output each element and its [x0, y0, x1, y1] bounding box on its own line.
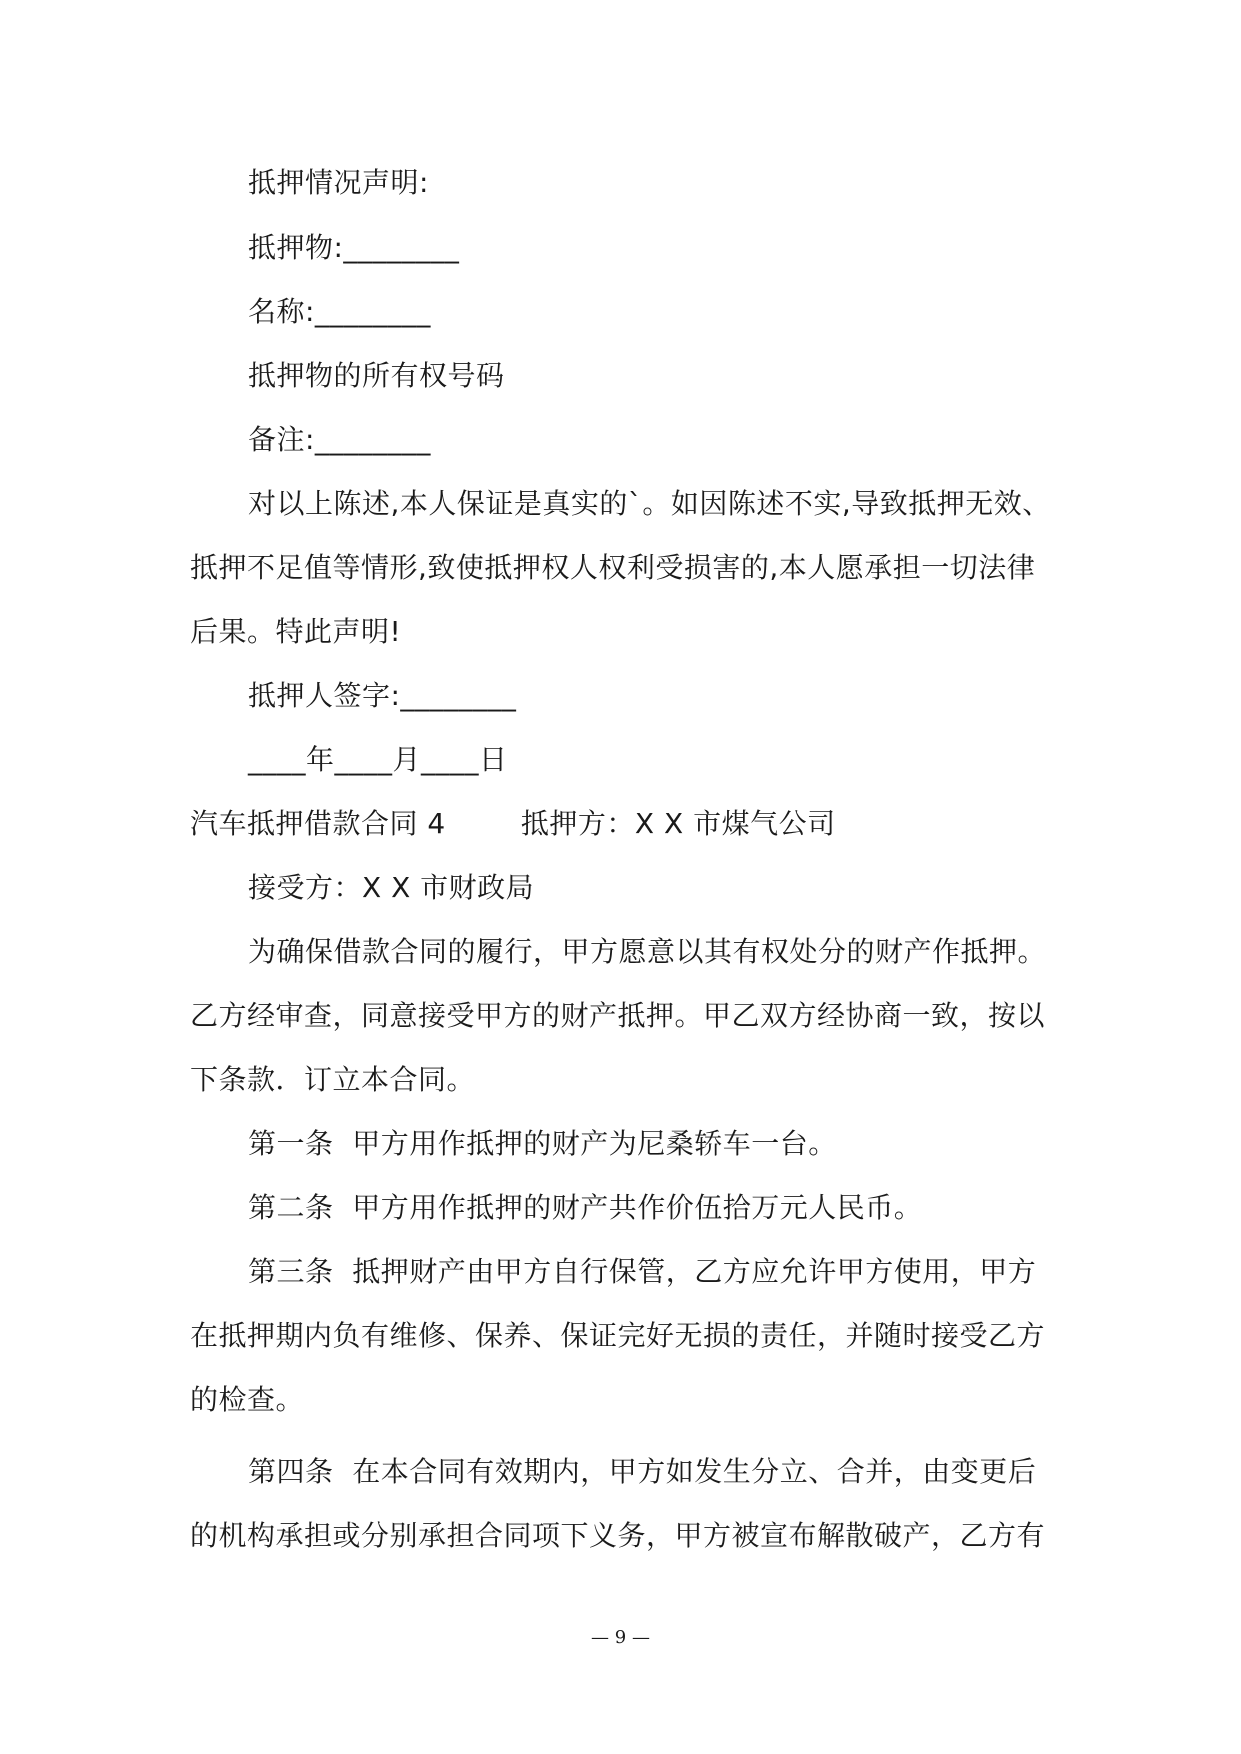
preamble-line-3: 下条款．订立本合同。 [190, 1063, 476, 1096]
receiving-party-line: 接受方：X X 市财政局 [248, 871, 535, 904]
mortgage-statement-heading: 抵押情况声明: [248, 166, 429, 199]
ownership-number-label: 抵押物的所有权号码 [248, 359, 505, 392]
preamble-line-1: 为确保借款合同的履行，甲方愿意以其有权处分的财产作抵押。 [248, 935, 1047, 968]
signature-field: 抵押人签字:________ [248, 679, 517, 712]
article-3-line-2: 在抵押期内负有维修、保养、保证完好无损的责任，并随时接受乙方 [190, 1319, 1046, 1352]
article-3-line-1: 第三条 抵押财产由甲方自行保管，乙方应允许甲方使用，甲方 [248, 1255, 1037, 1288]
page-number: — 9 — [591, 1627, 650, 1648]
article-4-line-2: 的机构承担或分别承担合同项下义务，甲方被宣布解散破产，乙方有 [190, 1519, 1046, 1552]
name-field: 名称:________ [248, 295, 431, 328]
article-4-line-1: 第四条 在本合同有效期内，甲方如发生分立、合并，由变更后 [248, 1455, 1037, 1488]
date-field: ____年____月____日 [248, 743, 508, 776]
declaration-paragraph-line-2: 抵押不足值等情形,致使抵押权人权利受损害的,本人愿承担一切法律 [190, 551, 1036, 584]
preamble-line-2: 乙方经审查，同意接受甲方的财产抵押。甲乙双方经协商一致，按以 [190, 999, 1046, 1032]
article-3-line-3: 的检查。 [190, 1383, 305, 1416]
collateral-field: 抵押物:________ [248, 231, 460, 264]
declaration-paragraph-line-1: 对以上陈述,本人保证是真实的`。如因陈述不实,导致抵押无效、 [248, 487, 1051, 520]
remarks-field: 备注:________ [248, 423, 431, 456]
article-2: 第二条 甲方用作抵押的财产共作价伍拾万元人民币。 [248, 1191, 923, 1224]
contract-title-line: 汽车抵押借款合同 4 抵押方：X X 市煤气公司 [190, 807, 836, 840]
declaration-paragraph-line-3: 后果。特此声明! [190, 615, 402, 648]
article-1: 第一条 甲方用作抵押的财产为尼桑轿车一台。 [248, 1127, 837, 1160]
